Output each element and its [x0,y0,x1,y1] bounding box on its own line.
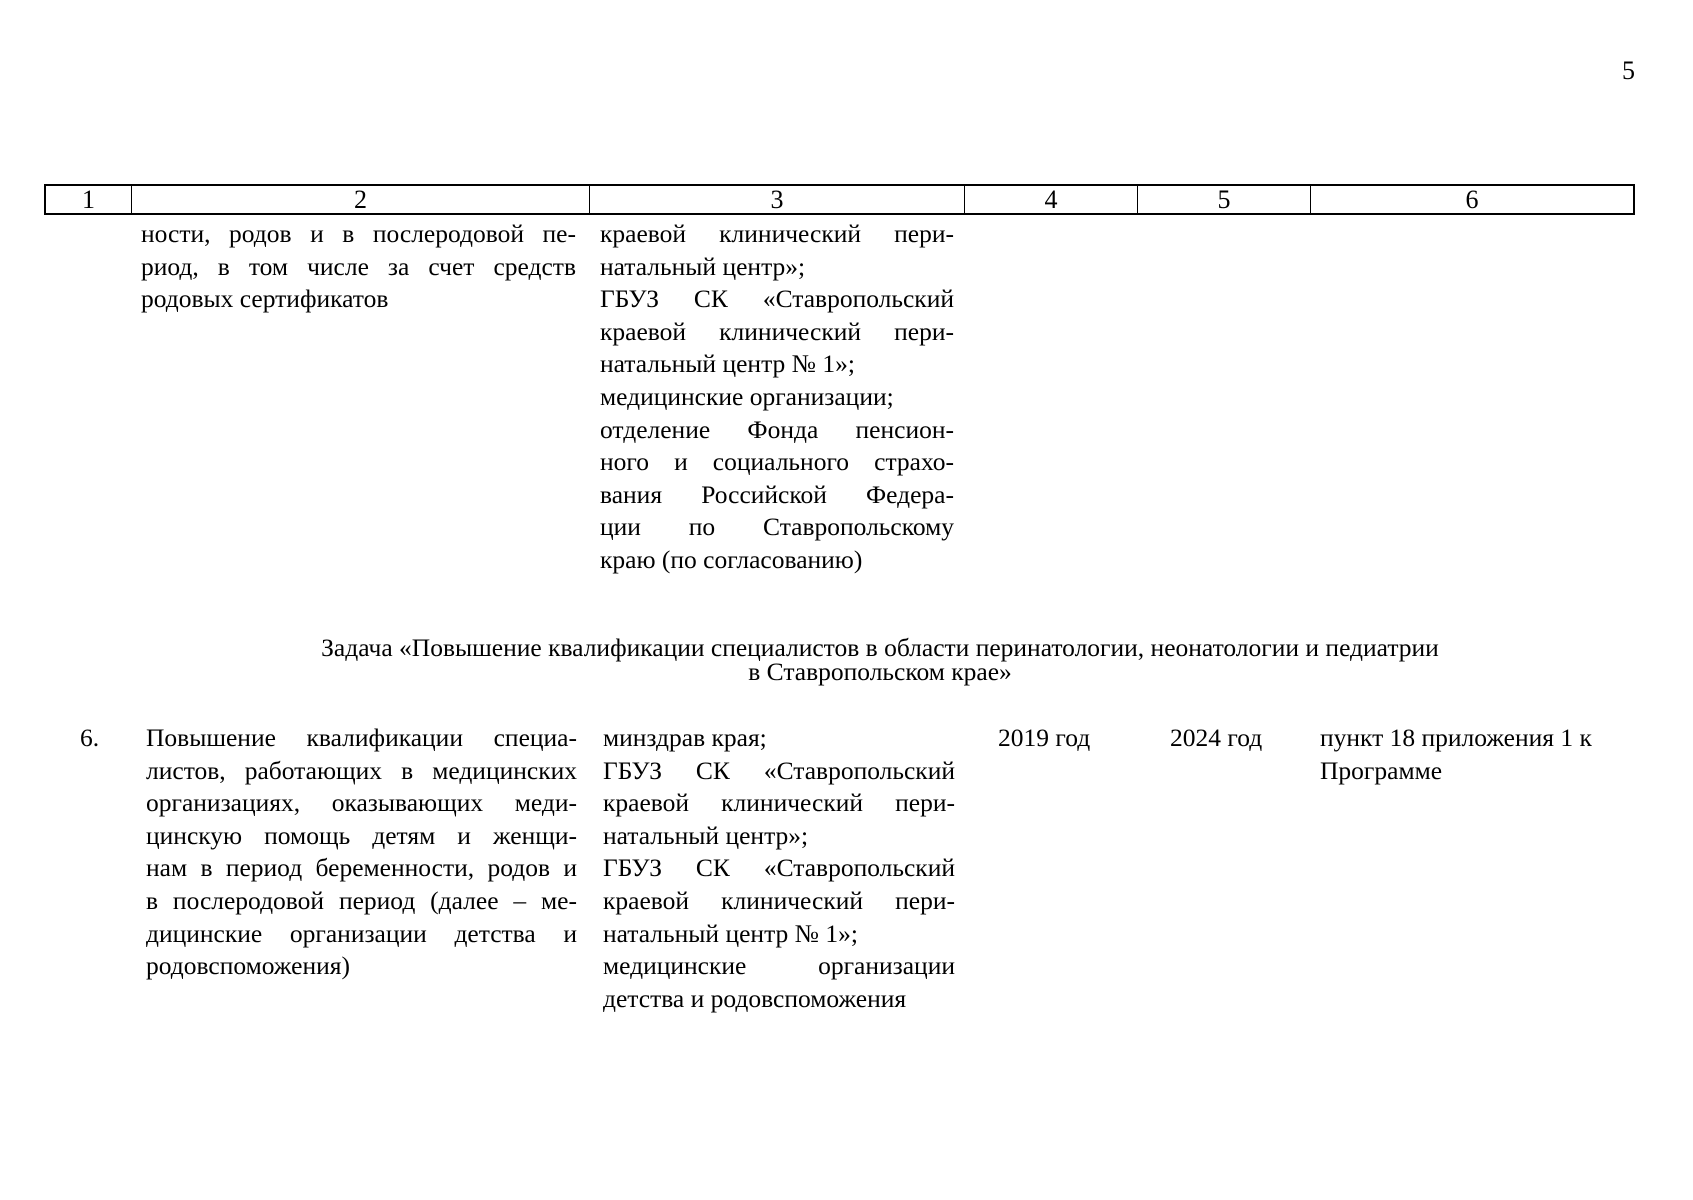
task-heading-line: в Ставропольском крае» [748,657,1012,686]
text-line: детства и родовспоможения [603,983,907,1013]
text-line: ГБУЗ СК «Ставропольский [600,284,954,314]
text-line: Повышение квалификации специа- [146,723,577,752]
column-number-3: 3 [590,186,965,213]
text-line: организациях, оказывающих меди- [146,788,577,818]
column-number-4: 4 [965,186,1138,213]
text-line: нам в период беременности, родов и [146,853,577,883]
text-line: краевой клинический пери- [603,885,955,915]
text-line: ности, родов и в послеродовой пе- [141,219,576,248]
text-line: натальный центр № 1»; [600,349,855,379]
row6-end-year: 2024 год [1170,723,1263,752]
text-line: родовых сертификатов [141,284,389,314]
row6-description [146,722,577,983]
text-line: ного и социального страхо- [600,447,954,477]
text-line: цинскую помощь детям и женщи- [146,820,577,850]
table-column-header-row [44,184,1635,215]
row6-start-year: 2019 год [998,723,1091,752]
text-line: натальный центр»; [600,251,806,281]
text-line: краевой клинический пери- [603,788,955,818]
column-number-1: 1 [46,186,132,213]
text-line: пункт 18 приложения 1 к [1320,723,1592,752]
task-heading [200,633,1560,686]
text-line: ГБУЗ СК «Ставропольский [603,853,955,883]
continued-row-description [141,218,576,316]
continued-row-executors [600,218,954,577]
text-line: в послеродовой период (далее – ме- [146,885,577,915]
text-line: медицинские организации [603,951,955,981]
text-line: отделение Фонда пенсион- [600,414,954,444]
text-line: Программе [1320,755,1443,785]
text-line: листов, работающих в медицинских [146,755,577,785]
text-line: краевой клинический пери- [600,316,954,346]
text-line: дицинские организации детства и [146,918,577,948]
text-line: минздрав края; [603,723,767,752]
text-line: родовспоможения) [146,951,350,981]
text-line: медицинские организации; [600,381,894,411]
column-number-6: 6 [1465,185,1479,214]
text-line: ции по Ставропольскому [600,512,954,542]
text-line: натальный центр № 1»; [603,918,858,948]
text-line: краю (по согласованию) [600,544,863,574]
text-line: ГБУЗ СК «Ставропольский [603,755,955,785]
text-line: краевой клинический пери- [600,219,954,248]
task-heading-line: Задача «Повышение квалификации специалистов в области перинатологии, неонатологии и педиатрии [321,633,1439,662]
column-number-5: 5 [1138,186,1311,213]
row6-executors [603,722,955,1015]
row6-program-link [1320,722,1630,787]
text-line: вания Российской Федера- [600,479,954,509]
page-number: 5 [1622,56,1635,85]
text-line: риод, в том числе за счет средств [141,251,576,281]
column-number-2: 2 [132,186,590,213]
row-number: 6. [80,723,100,752]
text-line: натальный центр»; [603,820,809,850]
